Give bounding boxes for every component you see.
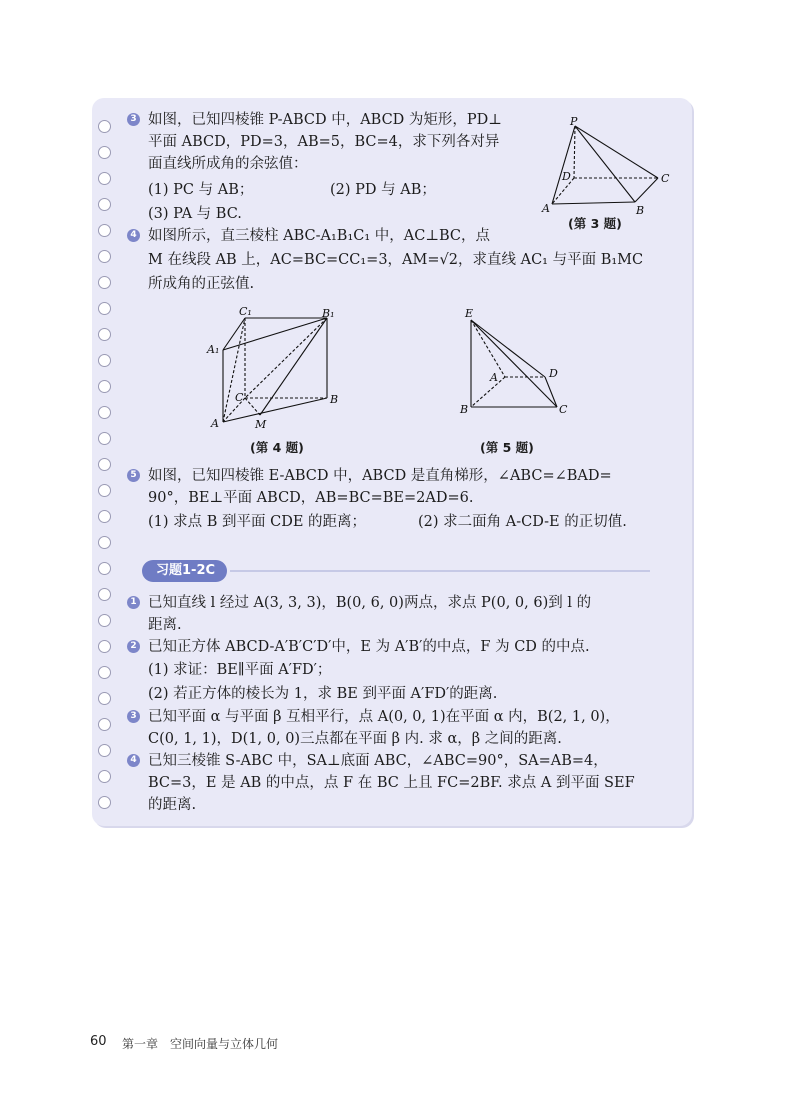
pyramid-figure-3	[540, 116, 680, 216]
fig3-label: C	[661, 172, 670, 185]
problem-number-badge: 4	[127, 754, 140, 767]
ring-icon	[98, 172, 111, 185]
ring-icon	[98, 406, 111, 419]
figure-caption: (第 4 题)	[250, 440, 304, 455]
ring-icon	[98, 588, 111, 601]
page-number: 60	[90, 1034, 107, 1049]
problem-text: 如图，已知四棱锥 E-ABCD 中，ABCD 是直角梯形，∠ABC=∠BAD=	[148, 468, 612, 484]
problem-number-badge: 4	[127, 229, 140, 242]
ring-icon	[98, 250, 111, 263]
problem-number-badge: 5	[127, 469, 140, 482]
ring-icon	[98, 198, 111, 211]
ring-icon	[98, 276, 111, 289]
problem-part: (2) PD 与 AB；	[330, 182, 436, 198]
problem-part: (1) 求点 B 到平面 CDE 的距离；	[148, 514, 367, 530]
problem-text: 90°，BE⊥平面 ABCD，AB=BC=BE=2AD=6.	[148, 490, 474, 506]
problem-text: M 在线段 AB 上，AC=BC=CC₁=3，AM=√2，求直线 AC₁ 与平面 B₁MC	[148, 252, 644, 268]
fig4-label: C	[235, 391, 244, 404]
section-title: 习题1-2C	[142, 560, 227, 582]
ring-icon	[98, 718, 111, 731]
ring-icon	[98, 354, 111, 367]
ring-icon	[98, 380, 111, 393]
fig5-label: D	[549, 367, 558, 380]
pyramid-figure-5	[457, 305, 577, 420]
ring-icon	[98, 510, 111, 523]
problem-text: 已知三棱锥 S-ABC 中，SA⊥底面 ABC，∠ABC=90°，SA=AB=4，	[148, 753, 608, 769]
ring-icon	[98, 770, 111, 783]
fig4-label: B	[330, 393, 339, 406]
ring-icon	[98, 458, 111, 471]
problem-text: 已知平面 α 与平面 β 互相平行，点 A(0, 0, 1)在平面 α 内，B(2, 1, 0)，	[148, 709, 620, 725]
problem-part: (1) 求证：BE∥平面 A′FD′；	[148, 662, 332, 678]
ring-icon	[98, 120, 111, 133]
problem-text: 的距离.	[148, 797, 197, 813]
fig3-label: B	[636, 204, 645, 216]
problem-part: (3) PA 与 BC.	[148, 206, 242, 222]
fig3-label: D	[562, 170, 571, 183]
problem-text: C(0, 1, 1)，D(1, 0, 0)三点都在平面 β 内. 求 α，β 之间的距离.	[148, 731, 562, 747]
section-divider	[230, 570, 650, 572]
chapter-title: 第一章 空间向量与立体几何	[122, 1037, 279, 1051]
fig4-label: C₁	[239, 305, 252, 318]
problem-number-badge: 2	[127, 640, 140, 653]
fig5-label: B	[460, 403, 469, 416]
problem-text: 如图所示，直三棱柱 ABC-A₁B₁C₁ 中，AC⊥BC，点	[148, 228, 490, 244]
prism-figure-4	[205, 305, 350, 430]
ring-icon	[98, 562, 111, 575]
problem-number-badge: 1	[127, 596, 140, 609]
fig4-label: A	[211, 417, 219, 430]
fig3-label: A	[542, 202, 550, 215]
problem-number-badge: 3	[127, 113, 140, 126]
ring-icon	[98, 614, 111, 627]
problem-text: 平面 ABCD，PD=3，AB=5，BC=4，求下列各对异	[148, 134, 500, 150]
figure-caption: (第 3 题)	[568, 216, 622, 231]
ring-icon	[98, 224, 111, 237]
ring-icon	[98, 484, 111, 497]
figure-caption: (第 5 题)	[480, 440, 534, 455]
ring-icon	[98, 328, 111, 341]
fig4-label: B₁	[322, 307, 335, 320]
ring-icon	[98, 744, 111, 757]
ring-icon	[98, 796, 111, 809]
problem-part: (2) 若正方体的棱长为 1，求 BE 到平面 A′FD′的距离.	[148, 686, 498, 702]
fig5-label: A	[490, 371, 498, 384]
ring-icon	[98, 536, 111, 549]
problem-text: 如图，已知四棱锥 P-ABCD 中，ABCD 为矩形，PD⊥	[148, 112, 502, 128]
problem-text: BC=3，E 是 AB 的中点，点 F 在 BC 上且 FC=2BF. 求点 A 到平面 SEF	[148, 775, 635, 791]
ring-icon	[98, 432, 111, 445]
problem-text: 距离.	[148, 617, 182, 633]
ring-icon	[98, 692, 111, 705]
fig5-label: C	[559, 403, 568, 416]
fig4-label: M	[255, 418, 267, 430]
ring-icon	[98, 666, 111, 679]
fig4-label: A₁	[207, 343, 220, 356]
fig5-label: E	[465, 307, 474, 320]
fig3-label: P	[570, 116, 578, 128]
problem-part: (2) 求二面角 A-CD-E 的正切值.	[418, 514, 627, 530]
problem-text: 所成角的正弦值.	[148, 276, 255, 292]
ring-icon	[98, 640, 111, 653]
problem-part: (1) PC 与 AB；	[148, 182, 254, 198]
problem-text: 面直线所成角的余弦值：	[148, 156, 308, 172]
problem-text: 已知正方体 ABCD-A′B′C′D′中，E 为 A′B′的中点，F 为 CD 的中点.	[148, 639, 590, 655]
ring-icon	[98, 302, 111, 315]
ring-icon	[98, 146, 111, 159]
problem-text: 已知直线 l 经过 A(3, 3, 3)，B(0, 6, 0)两点，求点 P(0, 0, 6)到 l 的	[148, 595, 592, 611]
problem-number-badge: 3	[127, 710, 140, 723]
